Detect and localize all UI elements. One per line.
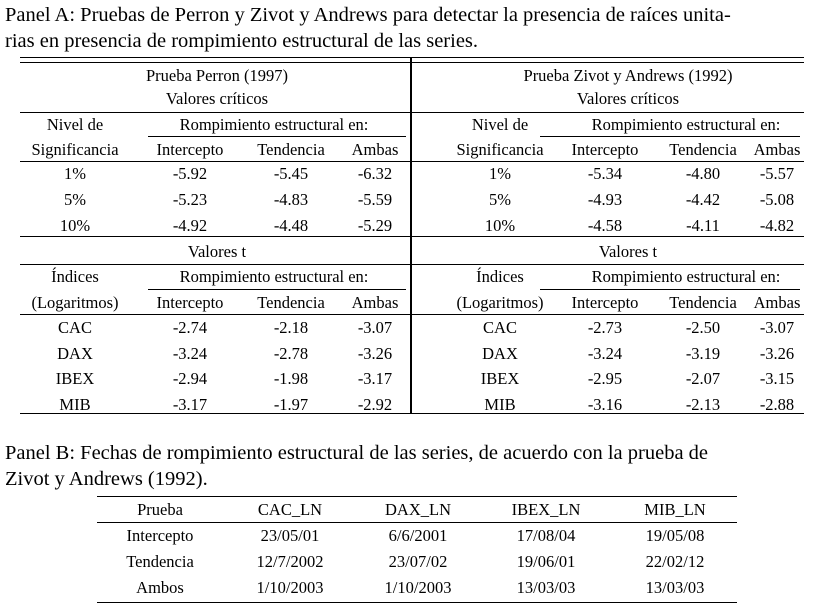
tvalue-both: -2.92	[357, 395, 393, 414]
indices-header-1: Índices	[476, 267, 524, 286]
rule	[148, 289, 406, 290]
break-label: Rompimiento estructural en:	[179, 115, 369, 134]
significance-level: 5%	[489, 190, 511, 209]
tvalue-both: -3.17	[357, 369, 393, 388]
break-date: 13/03/03	[645, 578, 705, 597]
index-name: CAC	[483, 318, 517, 337]
panel-a-title-line1: Panel A: Pruebas de Perron y Zivot y Andrews para detectar la presencia de raíces unita-	[5, 4, 731, 26]
critical-trend: -4.11	[686, 216, 720, 235]
tvalue-intercept: -3.17	[172, 395, 208, 414]
rule	[20, 314, 410, 315]
break-date: 22/02/12	[645, 552, 705, 571]
tvalue-trend: -2.13	[685, 395, 721, 414]
critical-intercept: -4.58	[587, 216, 623, 235]
break-date: 19/05/08	[645, 526, 705, 545]
test-name: Prueba Zivot y Andrews (1992)	[523, 66, 733, 85]
critical-both: -5.29	[357, 216, 393, 235]
t-values-label: Valores t	[187, 242, 247, 261]
critical-both: -5.08	[759, 190, 795, 209]
rule	[20, 112, 410, 113]
critical-values-label: Valores críticos	[165, 89, 269, 108]
index-name: IBEX	[480, 369, 520, 388]
rule	[20, 161, 410, 162]
tvalue-trend: -2.50	[685, 318, 721, 337]
trend-header: Tendencia	[669, 140, 737, 159]
nivel-header-2: Significancia	[31, 140, 119, 159]
break-date: 23/05/01	[260, 526, 320, 545]
break-date: 1/10/2003	[256, 578, 324, 597]
indices-header-1: Índices	[51, 267, 99, 286]
indices-header-2: (Logaritmos)	[456, 293, 544, 312]
critical-values-label: Valores críticos	[576, 89, 680, 108]
critical-trend: -4.83	[273, 190, 309, 209]
panel-b-title-line1: Panel B: Fechas de rompimiento estructural de las series, de acuerdo con la prueba de	[5, 442, 709, 464]
rule	[540, 289, 800, 290]
significance-level: 1%	[489, 164, 511, 183]
panel-b-top-rule	[97, 496, 737, 497]
nivel-header-1: Nivel de	[46, 115, 104, 134]
critical-intercept: -5.23	[172, 190, 208, 209]
break-date: 13/03/03	[516, 578, 576, 597]
nivel-header-2: Significancia	[456, 140, 544, 159]
index-name: DAX	[57, 344, 93, 363]
column-header: MIB_LN	[644, 500, 706, 519]
rule	[412, 314, 804, 315]
test-name: Prueba Perron (1997)	[145, 66, 289, 85]
tvalue-trend: -2.07	[685, 369, 721, 388]
panel-a-title-line2: rias en presencia de rompimiento estructural de las series.	[5, 30, 479, 52]
column-header: DAX_LN	[385, 500, 451, 519]
tvalue-intercept: -3.16	[587, 395, 623, 414]
index-name: MIB	[484, 395, 516, 414]
tvalue-both: -3.26	[759, 344, 795, 363]
index-name: CAC	[58, 318, 92, 337]
critical-both: -6.32	[357, 164, 393, 183]
both-header: Ambas	[753, 293, 801, 312]
row-label: Tendencia	[126, 552, 194, 571]
index-name: MIB	[59, 395, 91, 414]
critical-intercept: -4.92	[172, 216, 208, 235]
index-name: DAX	[482, 344, 518, 363]
nivel-header-1: Nivel de	[471, 115, 529, 134]
break-label: Rompimiento estructural en:	[591, 115, 781, 134]
trend-header: Tendencia	[669, 293, 737, 312]
both-header: Ambas	[351, 293, 399, 312]
tvalue-intercept: -3.24	[587, 344, 623, 363]
row-label: Ambos	[136, 578, 184, 597]
critical-trend: -4.42	[685, 190, 721, 209]
tvalue-both: -3.07	[759, 318, 795, 337]
break-date: 23/07/02	[388, 552, 448, 571]
critical-intercept: -5.34	[587, 164, 623, 183]
tvalue-trend: -3.19	[685, 344, 721, 363]
break-date: 19/06/01	[516, 552, 576, 571]
break-date: 12/7/2002	[256, 552, 324, 571]
rule	[412, 264, 804, 265]
critical-intercept: -4.93	[587, 190, 623, 209]
tvalue-trend: -1.97	[273, 395, 309, 414]
break-date: 6/6/2001	[388, 526, 448, 545]
panel-b-title-line2: Zivot y Andrews (1992).	[5, 468, 208, 490]
tvalue-trend: -2.78	[273, 344, 309, 363]
tvalue-intercept: -2.95	[587, 369, 623, 388]
row-label: Intercepto	[126, 526, 194, 545]
panel-a-top-rule	[20, 57, 804, 58]
tvalue-intercept: -3.24	[172, 344, 208, 363]
critical-both: -5.59	[357, 190, 393, 209]
tvalue-intercept: -2.73	[587, 318, 623, 337]
t-values-label: Valores t	[598, 242, 658, 261]
both-header: Ambas	[753, 140, 801, 159]
both-header: Ambas	[351, 140, 399, 159]
critical-trend: -5.45	[273, 164, 309, 183]
panel-a-mid-rule	[20, 236, 804, 237]
significance-level: 5%	[64, 190, 86, 209]
break-date: 17/08/04	[516, 526, 576, 545]
break-date: 1/10/2003	[384, 578, 452, 597]
significance-level: 1%	[64, 164, 86, 183]
break-label: Rompimiento estructural en:	[179, 267, 369, 286]
critical-both: -5.57	[759, 164, 795, 183]
tvalue-intercept: -2.74	[172, 318, 208, 337]
column-header: Prueba	[137, 500, 183, 519]
panel-b-bottom-rule	[97, 602, 737, 603]
tvalue-both: -2.88	[759, 395, 795, 414]
break-label: Rompimiento estructural en:	[591, 267, 781, 286]
panel-a-top-rule-2	[20, 62, 804, 63]
index-name: IBEX	[55, 369, 95, 388]
tvalue-trend: -1.98	[273, 369, 309, 388]
panel-b-header-rule	[97, 522, 737, 523]
tvalue-intercept: -2.94	[172, 369, 208, 388]
rule	[540, 136, 800, 137]
tvalue-both: -3.15	[759, 369, 795, 388]
intercept-header: Intercepto	[571, 140, 639, 159]
tvalue-trend: -2.18	[273, 318, 309, 337]
column-header: IBEX_LN	[511, 500, 581, 519]
indices-header-2: (Logaritmos)	[31, 293, 119, 312]
critical-intercept: -5.92	[172, 164, 208, 183]
intercept-header: Intercepto	[156, 293, 224, 312]
rule	[412, 161, 804, 162]
intercept-header: Intercepto	[571, 293, 639, 312]
critical-both: -4.82	[759, 216, 795, 235]
rule	[412, 112, 804, 113]
significance-level: 10%	[484, 216, 516, 235]
intercept-header: Intercepto	[156, 140, 224, 159]
rule	[20, 264, 410, 265]
critical-trend: -4.48	[273, 216, 309, 235]
trend-header: Tendencia	[257, 140, 325, 159]
significance-level: 10%	[59, 216, 91, 235]
rule	[148, 136, 406, 137]
column-header: CAC_LN	[257, 500, 323, 519]
tvalue-both: -3.26	[357, 344, 393, 363]
critical-trend: -4.80	[685, 164, 721, 183]
tvalue-both: -3.07	[357, 318, 393, 337]
trend-header: Tendencia	[257, 293, 325, 312]
